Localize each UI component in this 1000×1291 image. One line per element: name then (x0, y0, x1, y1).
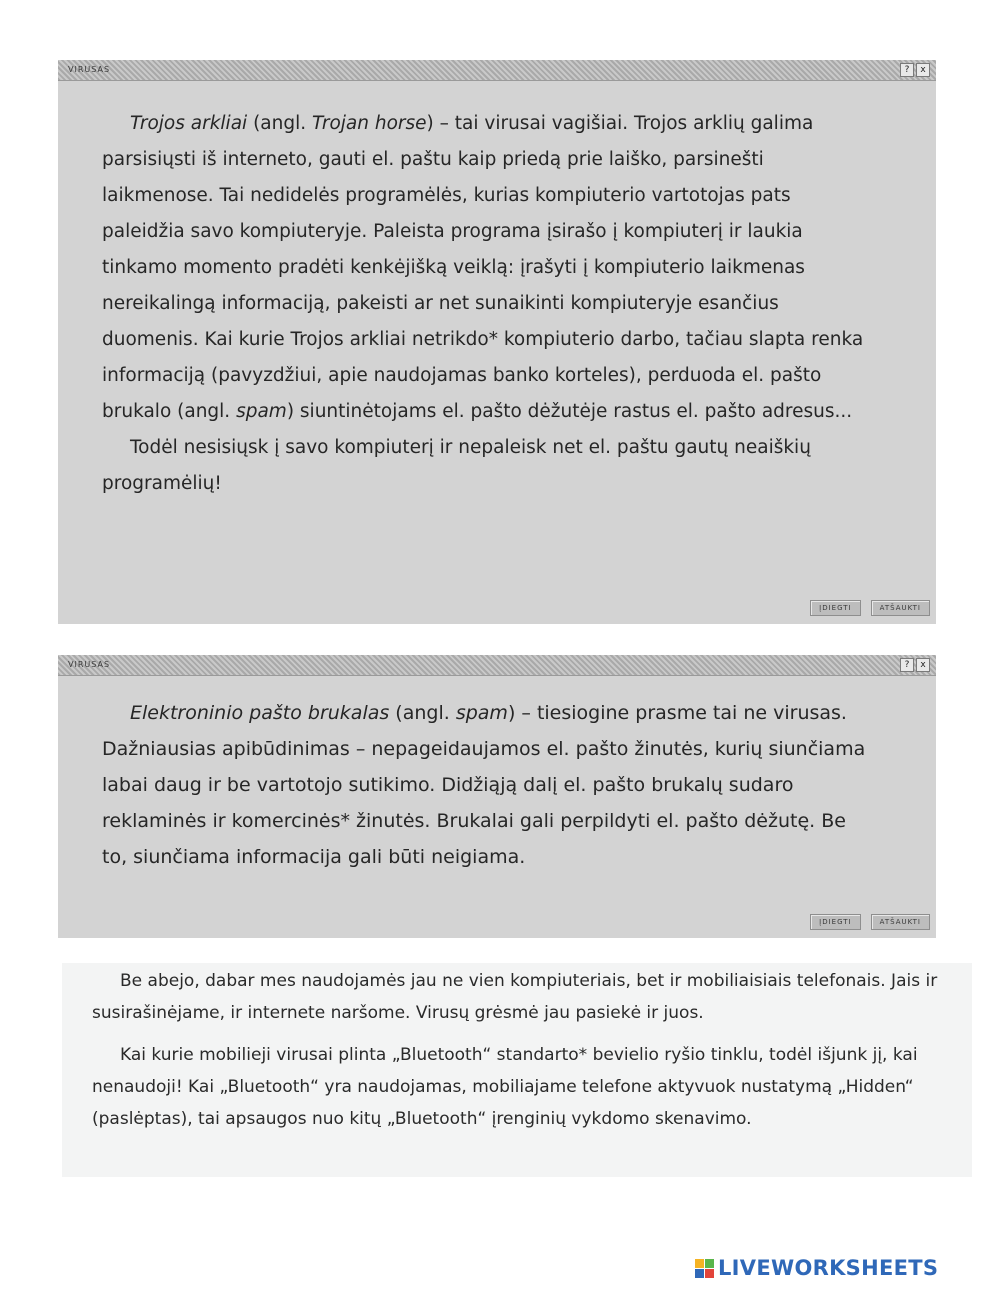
cancel-button[interactable]: ATŠAUKTI (871, 914, 930, 930)
dialog-body (102, 106, 876, 502)
spam-dialog (58, 655, 936, 938)
liveworksheets-logo (695, 1256, 938, 1280)
trojan-warning: Todėl nesisiųsk į savo kompiuterį ir nepaleisk net el. paštu gautų neaiškių programėlių! (102, 437, 811, 494)
install-button[interactable]: ĮDIEGTI (810, 914, 860, 930)
liveworksheets-wordmark: LIVEWORKSHEETS (718, 1256, 939, 1280)
logo-square (705, 1259, 714, 1268)
install-button[interactable]: ĮDIEGTI (810, 600, 860, 616)
logo-square (705, 1269, 714, 1278)
help-icon[interactable]: ? (900, 658, 914, 672)
spam-paragraph: Elektroninio pašto brukalas (angl. spam) – tiesiogine prasme tai ne virusas. Dažniausias apibūdinimas – nepageidaujamos el. pašto žinutės, kurių siunčiama labai daug ir be vartotojo sutikimo. Didžiąją dalį el. pašto brukalų sudaro reklaminės ir komercinės* žinutės. Brukalai gali perpildyti el. pašto dėžutę. Be to, siunčiama informacija gali būti neigiama. (102, 702, 866, 868)
mobile-virus-text (62, 963, 972, 1177)
cancel-button[interactable]: ATŠAUKTI (871, 600, 930, 616)
liveworksheets-icon (695, 1259, 714, 1278)
mobile-paragraph-1: Be abejo, dabar mes naudojamės jau ne vien kompiuteriais, bet ir mobiliaisiais telefonais. Jais ir susirašinėjame, ir internete naršome. Virusų grėsmė jau pasiekė ir juos. (92, 971, 938, 1023)
close-icon[interactable]: x (916, 658, 930, 672)
dialog-titlebar (58, 60, 936, 81)
dialog-title: VIRUSAS (68, 660, 111, 669)
trojan-dialog (58, 60, 936, 624)
trojan-paragraph: Trojos arkliai (angl. Trojan horse) – tai virusai vagišiai. Trojos arklių galima parsisiųsti iš interneto, gauti el. paštu kaip priedą prie laiško, parsinešti laikmenose. Tai nedidelės programėlės, kurias kompiuterio vartotojas pats paleidžia savo kompiuteryje. Paleista programa įsirašo į kompiuterį ir laukia tinkamo momento pradėti kenkėjišką veiklą: įrašyti į kompiuterio laikmenas nereikalingą informaciją, pakeisti ar net sunaikinti kompiuteryje esančius duomenis. Kai kurie Trojos arkliai netrikdo* kompiuterio darbo, tačiau slapta renka informaciją (pavyzdžiui, apie naudojamas banko korteles), perduoda el. pašto brukalo (angl. spam) siuntinėtojams el. pašto dėžutėje rastus el. pašto adresus... (102, 113, 864, 422)
logo-square (695, 1259, 704, 1268)
dialog-title: VIRUSAS (68, 65, 111, 74)
logo-square (695, 1269, 704, 1278)
mobile-paragraph-2: Kai kurie mobilieji virusai plinta „Bluetooth“ standarto* bevielio ryšio tinklu, todėl išjunk jį, kai nenaudoji! Kai „Bluetooth“ yra naudojamas, mobiliajame telefone aktyvuok nustatymą „Hidden“ (paslėptas), tai apsaugos nuo kitų „Bluetooth“ įrenginių vykdomo skenavimo. (92, 1045, 918, 1129)
close-icon[interactable]: x (916, 63, 930, 77)
help-icon[interactable]: ? (900, 63, 914, 77)
dialog-body (102, 695, 876, 875)
dialog-titlebar (58, 655, 936, 676)
